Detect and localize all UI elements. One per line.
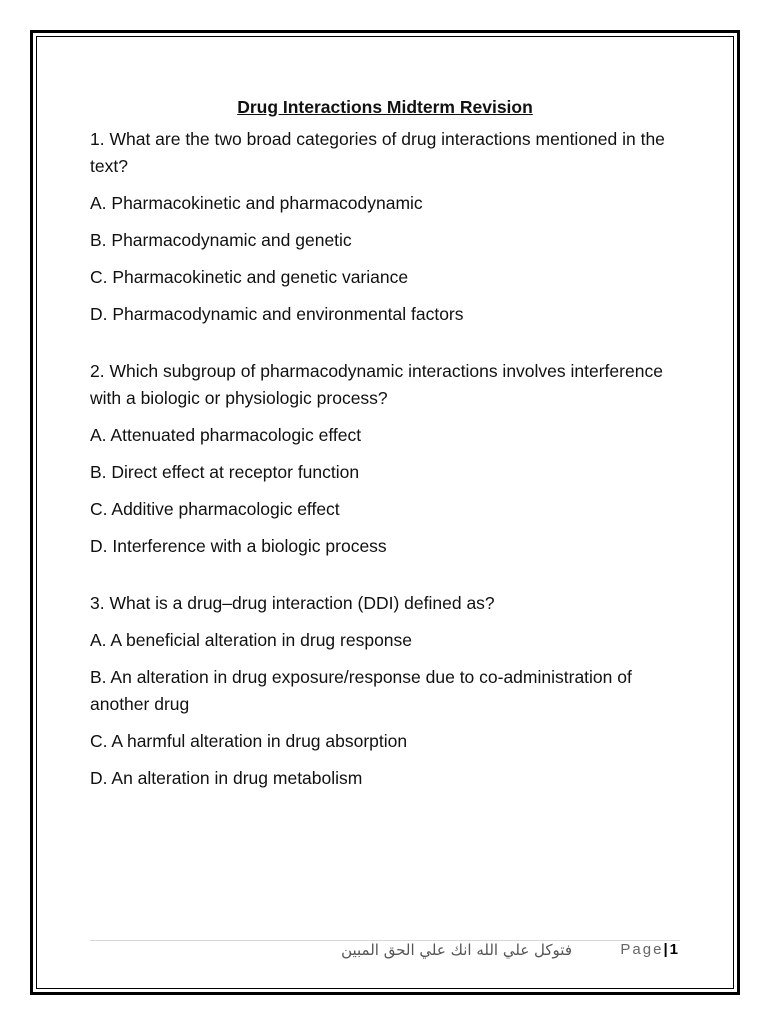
option-c: C. A harmful alteration in drug absorption xyxy=(90,731,408,751)
page-label: Page xyxy=(620,941,664,958)
option-c: C. Additive pharmacologic effect xyxy=(90,499,340,519)
option-b: B. An alteration in drug exposure/response due to co-administration of another drug xyxy=(90,667,632,714)
page-title: Drug Interactions Midterm Revision xyxy=(237,97,533,117)
page-footer xyxy=(90,941,680,963)
question-block-3 xyxy=(90,590,680,792)
option-d: D. Pharmacodynamic and environmental factors xyxy=(90,304,464,324)
page-separator: | xyxy=(663,941,670,958)
option-a: A. A beneficial alteration in drug response xyxy=(90,630,413,650)
footer-page-number xyxy=(620,941,680,958)
question-text: 3. What is a drug–drug interaction (DDI) defined as? xyxy=(90,593,495,613)
option-d: D. An alteration in drug metabolism xyxy=(90,768,363,788)
option-c: C. Pharmacokinetic and genetic variance xyxy=(90,267,409,287)
option-d: D. Interference with a biologic process xyxy=(90,536,387,556)
option-a: A. Attenuated pharmacologic effect xyxy=(90,425,362,445)
question-block-2 xyxy=(90,358,680,560)
option-b: B. Pharmacodynamic and genetic xyxy=(90,230,352,250)
question-text: 1. What are the two broad categories of drug interactions mentioned in the text? xyxy=(90,129,665,176)
footer-arabic-text: فتوكل علي الله انك علي الحق المبين xyxy=(341,941,572,959)
question-text: 2. Which subgroup of pharmacodynamic interactions involves interference with a biologic or physiologic process? xyxy=(90,361,663,408)
option-b: B. Direct effect at receptor function xyxy=(90,462,360,482)
page-number: 1 xyxy=(669,941,680,958)
question-block-1 xyxy=(90,126,680,328)
document-body xyxy=(90,94,680,822)
option-a: A. Pharmacokinetic and pharmacodynamic xyxy=(90,193,423,213)
